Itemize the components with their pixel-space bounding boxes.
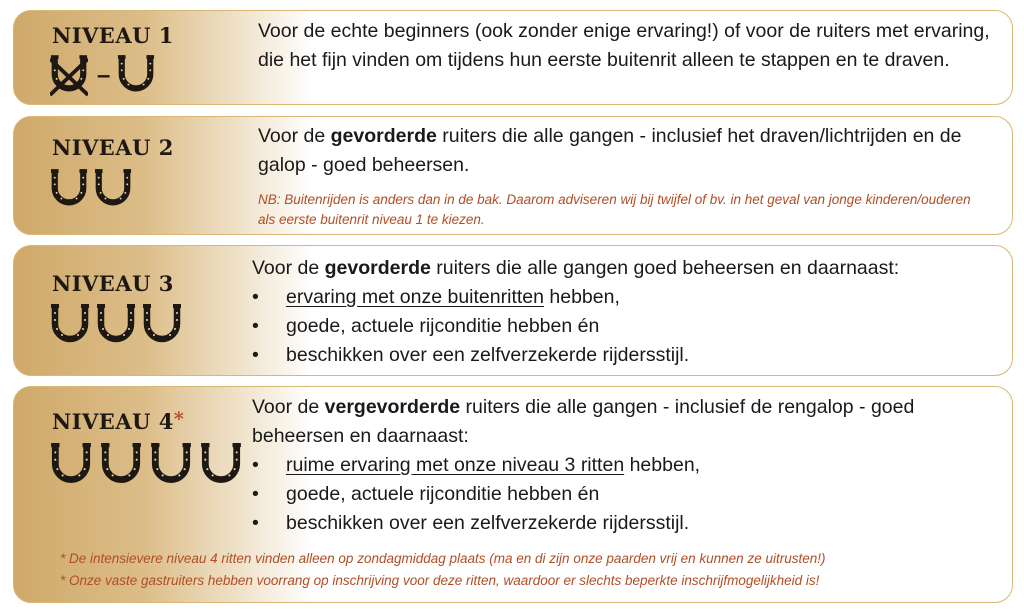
list-item: • beschikken over een zelfverzekerde rijdersstijl. xyxy=(252,341,1002,370)
list-item: • ruime ervaring met onze niveau 3 ritten hebben, xyxy=(252,451,997,480)
level-4-bullets xyxy=(252,451,997,538)
dash-separator: – xyxy=(97,62,111,89)
level-3-horseshoes xyxy=(50,304,188,348)
horseshoe-icon xyxy=(50,443,92,489)
horseshoe-icon xyxy=(200,443,242,489)
list-item: • goede, actuele rijconditie hebben én xyxy=(252,312,1002,341)
horseshoe-icon xyxy=(94,169,132,211)
horseshoe-icon xyxy=(150,443,192,489)
level-3-title: NIVEAU 3 xyxy=(52,271,174,296)
level-4-horseshoes xyxy=(50,443,248,489)
crossed-horseshoe-icon xyxy=(50,55,88,97)
level-3-bold: gevorderde xyxy=(324,257,431,279)
level-3-card xyxy=(13,245,1013,376)
level-3-bullets xyxy=(252,283,1002,370)
level-4-intro: Voor de vergevorderde ruiters die alle gangen - inclusief de rengalop - goed beheersen en daarnaast: xyxy=(252,396,915,447)
level-4-footnote-2: * Onze vaste gastruiters hebben voorrang op inschrijving voor deze ritten, waardoor er slechts beperkte inschrijfmogelijkheid is! xyxy=(60,573,820,588)
level-4-description xyxy=(252,393,997,538)
horseshoe-icon xyxy=(142,304,182,348)
horseshoe-icon xyxy=(117,55,155,97)
horseshoe-icon xyxy=(96,304,136,348)
level-1-title: NIVEAU 1 xyxy=(52,23,174,48)
level-2-description xyxy=(258,122,998,180)
level-4-title: NIVEAU 4* xyxy=(52,408,185,434)
level-4-card xyxy=(13,386,1013,603)
level-2-text-after: ruiters die alle gangen - inclusief het draven/lichtrijden en de galop - goed beheersen. xyxy=(258,125,962,176)
level-4-star: * xyxy=(173,408,185,430)
horseshoe-icon xyxy=(50,169,88,211)
level-1-horseshoes xyxy=(50,55,161,97)
level-1-description: Voor de echte beginners (ook zonder enige ervaring!) of voor de ruiters met ervaring, die het fijn vinden om tijdens hun eerste buitenrit alleen te stappen en te draven. xyxy=(258,20,990,71)
level-2-note: NB: Buitenrijden is anders dan in de bak. Daarom adviseren wij bij twijfel of bv. in het geval van jonge kinderen/ouderen als eerste buitenrit niveau 1 te kiezen. xyxy=(258,192,971,227)
horseshoe-icon xyxy=(100,443,142,489)
level-1-card xyxy=(13,10,1013,105)
level-3-intro: Voor de gevorderde ruiters die alle gangen goed beheersen en daarnaast: xyxy=(252,257,900,279)
list-item: • ervaring met onze buitenritten hebben, xyxy=(252,283,1002,312)
level-3-description xyxy=(252,254,1002,370)
list-item: • goede, actuele rijconditie hebben én xyxy=(252,480,997,509)
level-4-footnote-1: * De intensievere niveau 4 ritten vinden alleen op zondagmiddag plaats (ma en di zijn onze paarden vrij en kunnen ze uitrusten!) xyxy=(60,551,826,566)
level-2-bold: gevorderde xyxy=(330,125,437,147)
level-2-text-before: Voor de xyxy=(258,125,331,147)
level-2-title: NIVEAU 2 xyxy=(52,135,174,160)
level-4-bold: vergevorderde xyxy=(324,396,461,418)
level-2-horseshoes xyxy=(50,169,138,211)
list-item: • beschikken over een zelfverzekerde rijdersstijl. xyxy=(252,509,997,538)
level-2-card xyxy=(13,116,1013,235)
horseshoe-icon xyxy=(50,304,90,348)
